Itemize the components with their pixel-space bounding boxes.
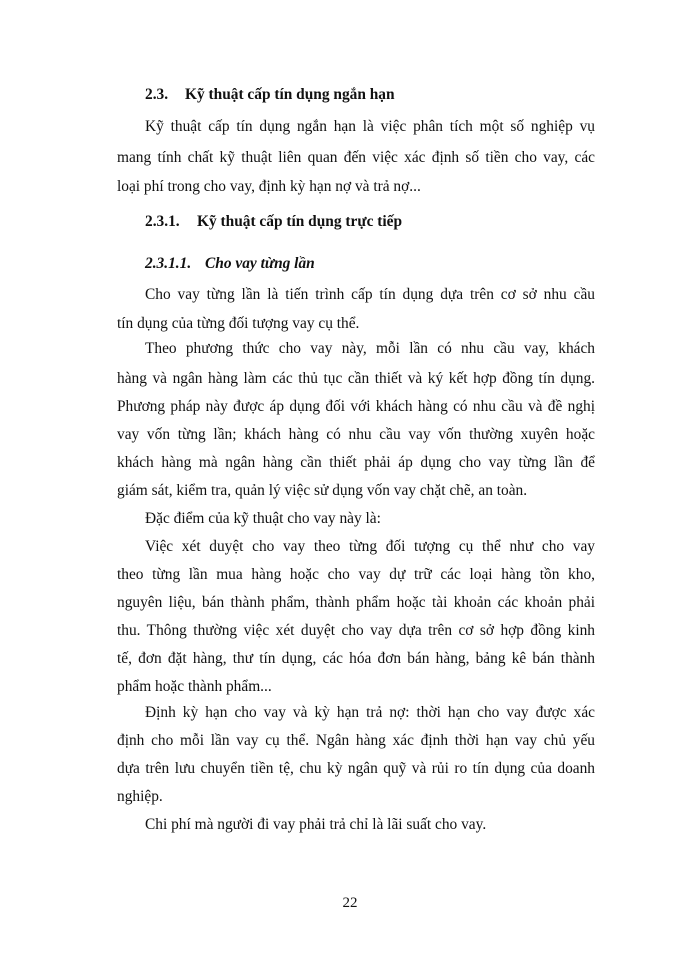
paragraph-line: dựa trên lưu chuyển tiền tệ, chu kỳ ngân quỹ và rủi ro tín dụng của doanh xyxy=(117,760,595,777)
paragraph-line: nguyên liệu, bán thành phẩm, thành phẩm hoặc tài khoản các khoản phải xyxy=(117,594,595,611)
paragraph-line: phẩm hoặc thành phẩm... xyxy=(117,678,272,695)
paragraph-line: Định kỳ hạn cho vay và kỳ hạn trả nợ: thời hạn cho vay được xác xyxy=(145,704,595,721)
paragraph-line: khách hàng mà ngân hàng cần thiết phải áp dụng cho vay từng lần để xyxy=(117,454,595,471)
section-heading-2-3 xyxy=(145,85,623,105)
paragraph-line: tế, đơn đặt hàng, thư tín dụng, các hóa đơn bán hàng, bảng kê bán thành xyxy=(117,650,595,667)
section-number: 2.3. xyxy=(145,86,169,103)
paragraph-line: Đặc điểm của kỹ thuật cho vay này là: xyxy=(145,510,381,527)
paragraph-line: Kỹ thuật cấp tín dụng ngắn hạn là việc phân tích một số nghiệp vụ xyxy=(145,118,595,135)
paragraph-line: Phương pháp này được áp dụng đối với khách hàng có nhu cầu và đề nghị xyxy=(117,398,595,415)
paragraph-line: Theo phương thức cho vay này, mỗi lần có nhu cầu vay, khách xyxy=(145,340,595,357)
paragraph-line: định cho mỗi lần vay cụ thể. Ngân hàng xác định thời hạn vay chủ yếu xyxy=(117,732,595,749)
paragraph-line: loại phí trong cho vay, định kỳ hạn nợ và trả nợ... xyxy=(117,178,421,195)
paragraph-line: Việc xét duyệt cho vay theo từng đối tượng cụ thể như cho vay xyxy=(145,538,595,555)
section-number: 2.3.1.1. xyxy=(145,255,192,272)
section-number: 2.3.1. xyxy=(145,213,180,230)
section-title: Kỹ thuật cấp tín dụng trực tiếp xyxy=(197,213,403,230)
page-number: 22 xyxy=(342,895,358,911)
section-heading-2-3-1-1 xyxy=(145,254,623,274)
paragraph-line: mang tính chất kỹ thuật liên quan đến việc xác định số tiền cho vay, các xyxy=(117,149,595,166)
paragraph-line: giám sát, kiểm tra, quản lý việc sử dụng vốn vay chặt chẽ, an toàn. xyxy=(117,482,528,499)
paragraph-line: nghiệp. xyxy=(117,788,163,805)
paragraph-line: tín dụng của từng đối tượng vay cụ thể. xyxy=(117,315,360,332)
paragraph-line: Chi phí mà người đi vay phải trả chỉ là lãi suất cho vay. xyxy=(145,816,487,833)
paragraph-line: Cho vay từng lần là tiến trình cấp tín dụng dựa trên cơ sở nhu cầu xyxy=(145,286,595,303)
paragraph-line: hàng và ngân hàng làm các thủ tục cần thiết và ký kết hợp đồng tín dụng. xyxy=(117,370,595,387)
paragraph-line: thu. Thông thường việc xét duyệt cho vay dựa trên cơ sở hợp đồng kinh xyxy=(117,622,595,639)
section-title: Cho vay từng lần xyxy=(205,255,315,272)
paragraph-line: vay vốn từng lần; khách hàng có nhu cầu vay vốn thường xuyên hoặc xyxy=(117,426,595,443)
section-heading-2-3-1 xyxy=(145,212,623,232)
section-title: Kỹ thuật cấp tín dụng ngắn hạn xyxy=(185,86,395,103)
paragraph-line: theo từng lần mua hàng hoặc cho vay dự trữ các loại hàng tồn kho, xyxy=(117,566,595,583)
